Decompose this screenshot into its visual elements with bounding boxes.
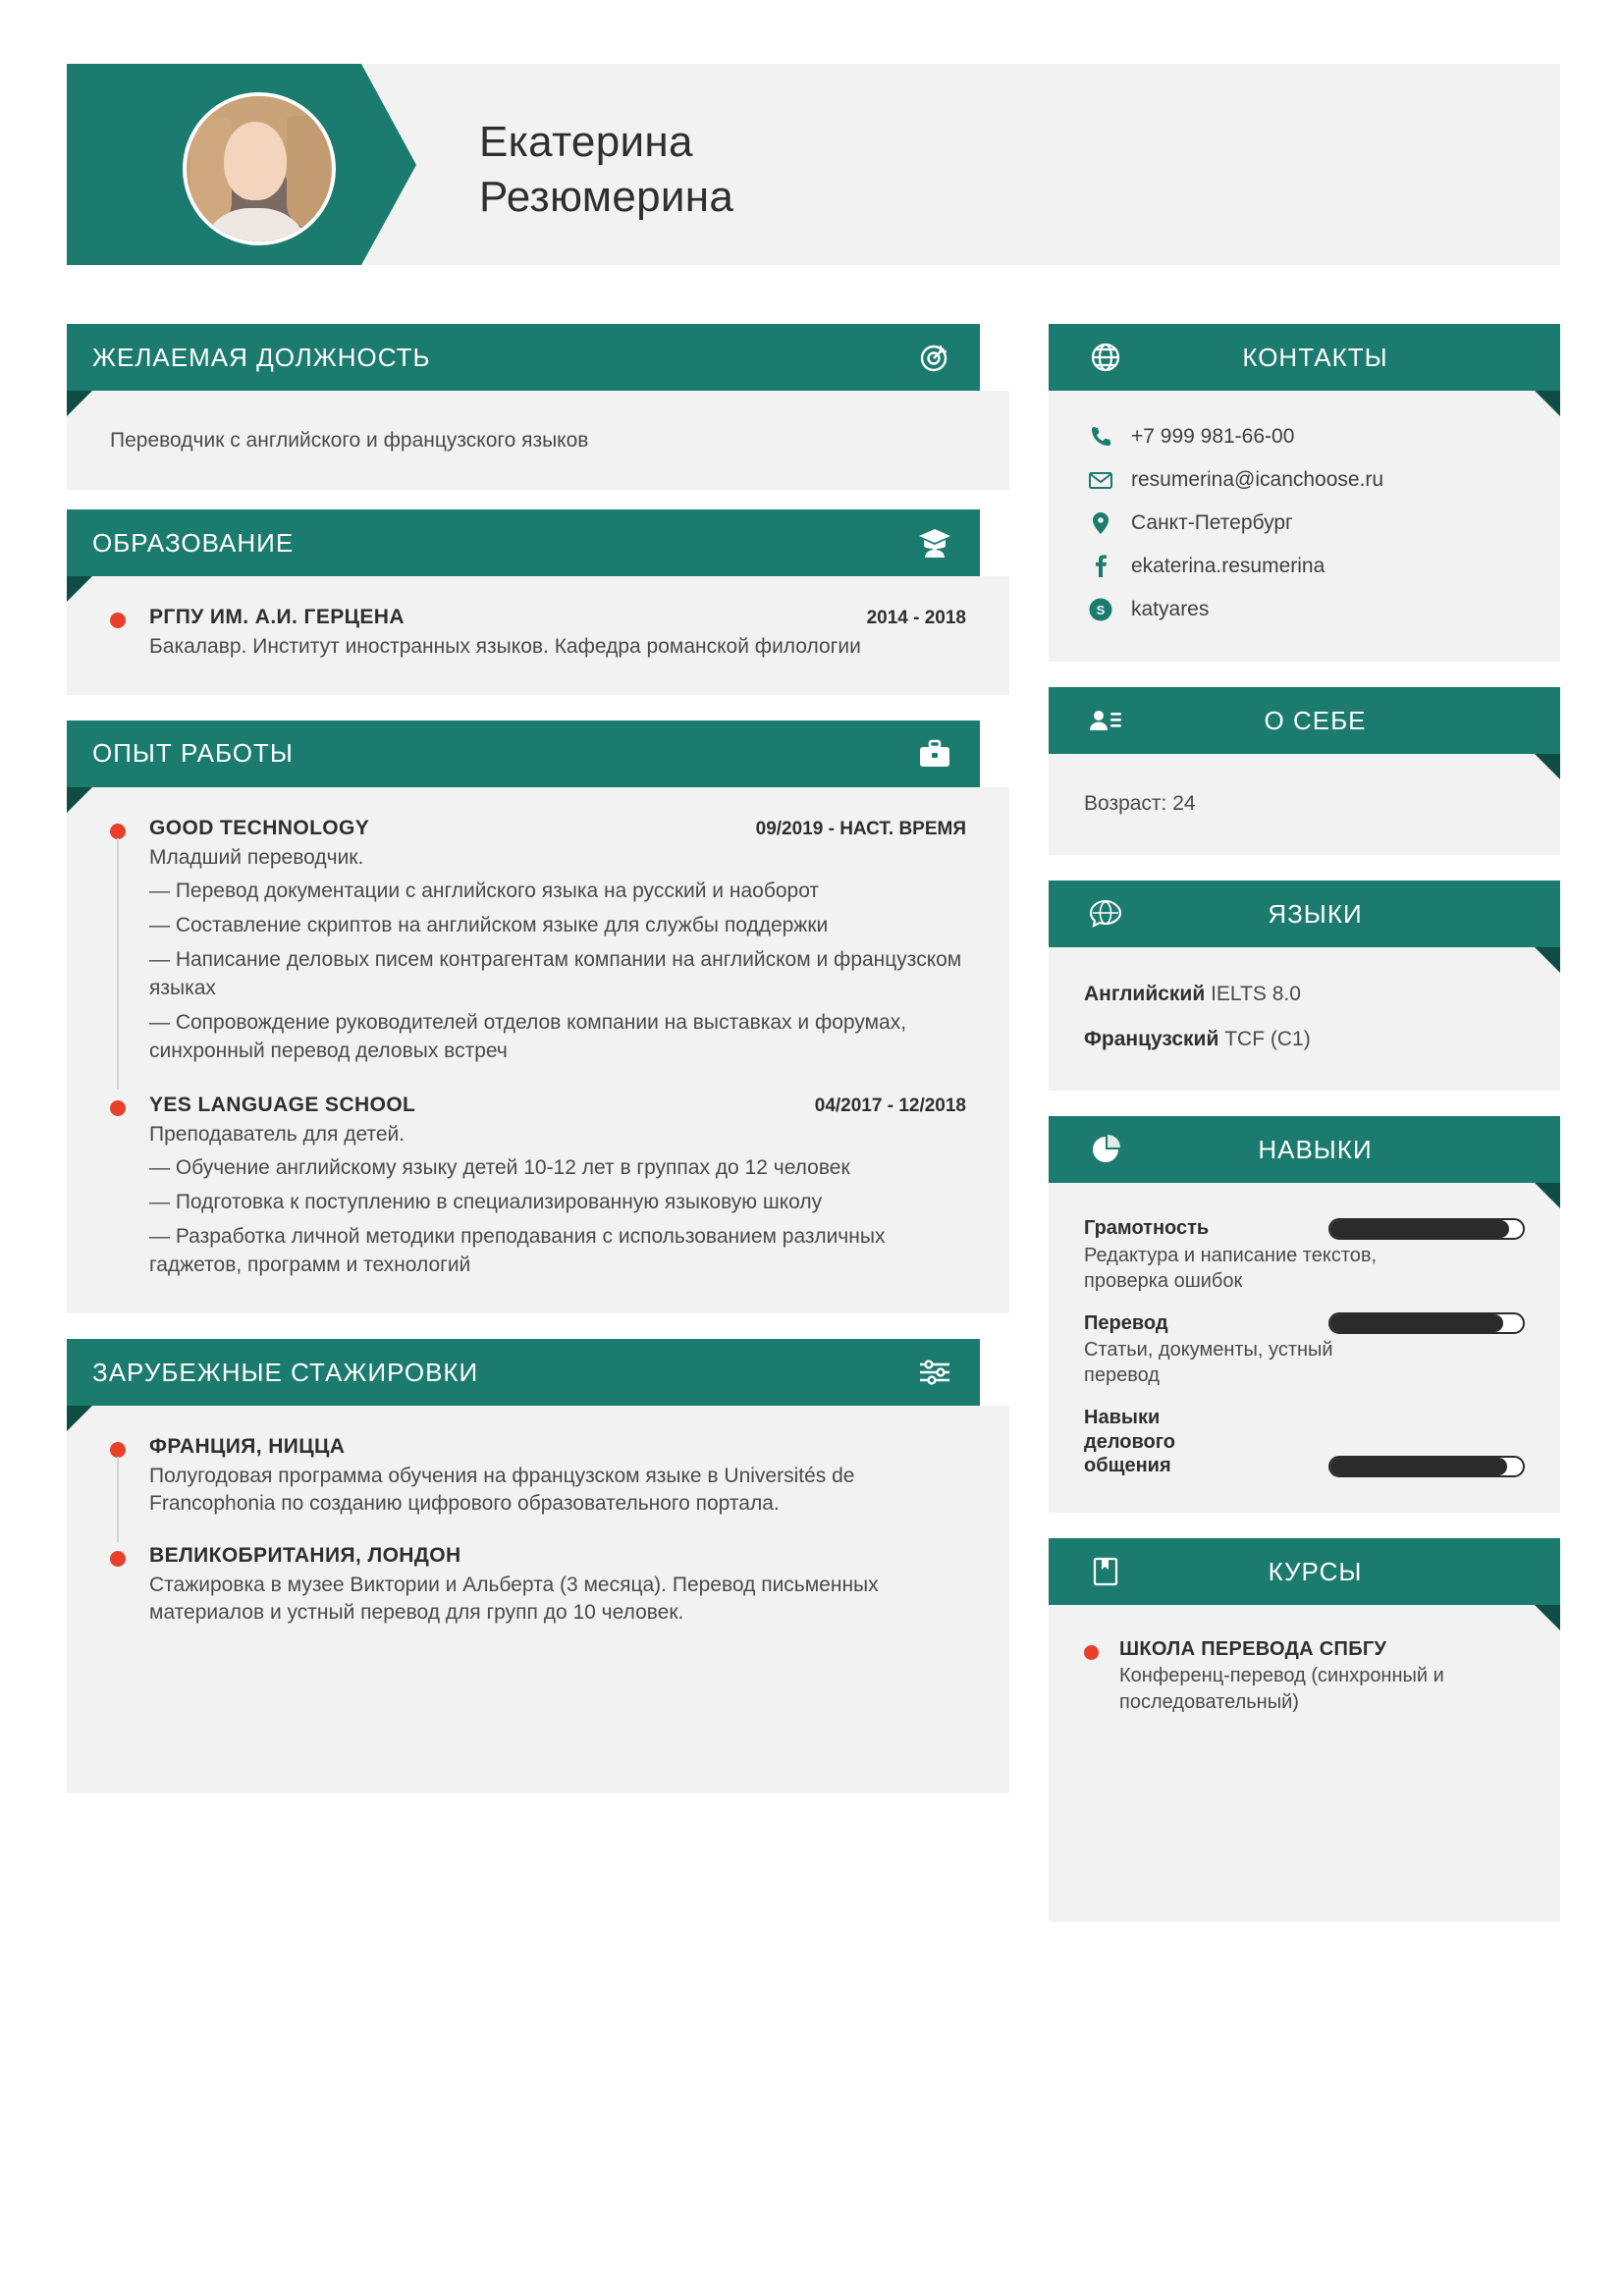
location-pin-icon <box>1084 510 1117 536</box>
section-title-internships: ЗАРУБЕЖНЫЕ СТАЖИРОВКИ <box>92 1357 479 1387</box>
contact-location <box>1084 510 1525 536</box>
section-title-about: О СЕБЕ <box>1264 705 1367 735</box>
section-header-education <box>67 509 980 576</box>
panel-skills <box>1049 1183 1560 1513</box>
internship-item <box>110 1544 966 1628</box>
language-level: IELTS 8.0 <box>1211 983 1301 1006</box>
skype-icon <box>1084 597 1117 622</box>
resume-header <box>67 64 1560 265</box>
avatar <box>183 92 336 245</box>
experience-bullet: — Составление скриптов на английском языке для службы поддержки <box>149 914 829 937</box>
experience-item <box>110 817 966 1066</box>
section-header-desired-position <box>67 324 980 391</box>
contact-location-value: Санкт-Петербург <box>1131 511 1293 534</box>
sliders-icon <box>915 1353 954 1392</box>
contact-email-value: resumerina@icanchoose.ru <box>1131 468 1384 491</box>
internship-description: Полугодовая программа обучения на французском языке в Universités de Francophonia по созданию цифрового образовательного портала. <box>149 1465 855 1516</box>
skill-item <box>1084 1406 1525 1477</box>
skill-description: Статьи, документы, устный перевод <box>1084 1339 1333 1387</box>
section-title-languages: ЯЗЫКИ <box>1268 898 1363 929</box>
language-name: Английский <box>1084 983 1206 1006</box>
experience-date: 04/2017 - 12/2018 <box>814 1095 966 1116</box>
left-column <box>67 324 1009 1793</box>
target-icon <box>915 338 954 377</box>
internship-title: ВЕЛИКОБРИТАНИЯ, ЛОНДОН <box>149 1543 461 1567</box>
panel-languages <box>1049 947 1560 1091</box>
desired-position-text: Переводчик с английского и французского языков <box>110 429 589 452</box>
panel-about <box>1049 754 1560 855</box>
last-name: Резюмерина <box>479 173 734 222</box>
education-description: Бакалавр. Институт иностранных языков. Кафедра романской филологии <box>149 635 861 659</box>
experience-role: Младший переводчик. <box>149 845 364 869</box>
skill-meter <box>1328 1312 1525 1334</box>
skill-meter <box>1328 1456 1525 1477</box>
skill-description: Редактура и написание текстов, проверка ошибок <box>1084 1244 1378 1292</box>
speech-globe-icon <box>1086 894 1125 934</box>
education-title: РГПУ ИМ. А.И. ГЕРЦЕНА <box>149 606 405 629</box>
bullet-dot-icon <box>110 1551 126 1567</box>
internship-description: Стажировка в музее Виктории и Альберта (3 месяца). Перевод письменных материалов и устный перевод для групп до 10 человек. <box>149 1573 879 1625</box>
skill-name: Перевод <box>1084 1311 1168 1334</box>
section-title-contacts: КОНТАКТЫ <box>1242 342 1388 372</box>
language-level: TCF (C1) <box>1224 1028 1311 1051</box>
experience-role: Преподаватель для детей. <box>149 1122 406 1146</box>
first-name: Екатерина <box>479 118 693 166</box>
contact-facebook[interactable] <box>1084 554 1525 579</box>
section-title-skills: НАВЫКИ <box>1258 1134 1373 1164</box>
book-icon <box>1086 1552 1125 1591</box>
education-item <box>110 606 966 661</box>
bullet-dot-icon <box>110 824 126 839</box>
section-header-experience <box>67 721 980 787</box>
panel-education <box>67 576 1009 694</box>
internship-item <box>110 1435 966 1519</box>
language-item <box>1084 983 1525 1006</box>
skill-name: Грамотность <box>1084 1217 1210 1240</box>
section-title-education: ОБРАЗОВАНИЕ <box>92 527 295 558</box>
experience-bullet: — Обучение английскому языку детей 10-12 лет в группах до 12 человек <box>149 1156 850 1180</box>
person-card-icon <box>1086 701 1125 740</box>
skill-item <box>1084 1216 1525 1293</box>
bullet-dot-icon <box>110 613 126 628</box>
contact-phone[interactable] <box>1084 424 1525 450</box>
globe-icon <box>1086 338 1125 377</box>
section-header-about <box>1049 687 1560 754</box>
contact-facebook-value: ekaterina.resumerina <box>1131 555 1325 577</box>
skill-item <box>1084 1311 1525 1388</box>
graduate-icon <box>915 523 954 562</box>
contact-phone-value: +7 999 981-66-00 <box>1131 425 1295 448</box>
section-title-desired-position: ЖЕЛАЕМАЯ ДОЛЖНОСТЬ <box>92 342 431 372</box>
about-text: Возраст: 24 <box>1084 792 1196 815</box>
education-date: 2014 - 2018 <box>866 608 966 629</box>
contact-email[interactable] <box>1084 467 1525 493</box>
course-title: ШКОЛА ПЕРЕВОДА СПБГУ <box>1119 1638 1387 1661</box>
experience-bullet: — Сопровождение руководителей отделов компании на выставках и форумах, синхронный перевод деловых встреч <box>149 1010 907 1062</box>
page-title <box>479 115 733 226</box>
panel-internships <box>67 1406 1009 1793</box>
course-item <box>1084 1638 1525 1716</box>
course-description: Конференц-перевод (синхронный и последовательный) <box>1119 1665 1444 1714</box>
contact-skype[interactable] <box>1084 597 1525 622</box>
experience-bullet: — Подготовка к поступлению в специализированную языковую школу <box>149 1191 823 1214</box>
section-header-contacts <box>1049 324 1560 391</box>
experience-bullet: — Написание деловых писем контрагентам компании на английском и французском языках <box>149 948 962 999</box>
section-header-internships <box>67 1339 980 1406</box>
panel-contacts <box>1049 391 1560 662</box>
section-header-courses <box>1049 1538 1560 1605</box>
section-header-skills <box>1049 1116 1560 1183</box>
briefcase-icon <box>915 734 954 774</box>
skill-name: Навыки делового общения <box>1084 1407 1176 1476</box>
timeline-line <box>117 1457 119 1542</box>
language-name: Французский <box>1084 1028 1219 1051</box>
bullet-dot-icon <box>110 1100 126 1116</box>
experience-date: 09/2019 - НАСТ. ВРЕМЯ <box>755 818 966 839</box>
experience-company: GOOD TECHNOLOGY <box>149 816 370 839</box>
panel-experience <box>67 787 1009 1313</box>
timeline-line <box>117 838 119 1090</box>
experience-company: YES LANGUAGE SCHOOL <box>149 1093 416 1116</box>
bullet-dot-icon <box>110 1442 126 1458</box>
section-title-courses: КУРСЫ <box>1268 1556 1363 1586</box>
svg-text:S: S <box>1096 603 1106 617</box>
phone-icon <box>1084 424 1117 450</box>
experience-bullet: — Перевод документации с английского языка на русский и наоборот <box>149 880 820 903</box>
section-header-languages <box>1049 881 1560 947</box>
skill-meter <box>1328 1218 1525 1240</box>
experience-item <box>110 1094 966 1280</box>
bullet-dot-icon <box>1084 1645 1099 1660</box>
facebook-icon <box>1084 554 1117 579</box>
section-title-experience: ОПЫТ РАБОТЫ <box>92 738 294 769</box>
envelope-icon <box>1084 467 1117 493</box>
right-column <box>1049 324 1560 1922</box>
panel-courses <box>1049 1605 1560 1922</box>
internship-title: ФРАНЦИЯ, НИЦЦА <box>149 1435 346 1459</box>
language-item <box>1084 1028 1525 1051</box>
panel-desired-position <box>67 391 1009 490</box>
pie-chart-icon <box>1086 1130 1125 1169</box>
contact-skype-value: katyares <box>1131 598 1210 620</box>
experience-bullet: — Разработка личной методики преподавания с использованием различных гаджетов, программ и технологий <box>149 1225 886 1277</box>
